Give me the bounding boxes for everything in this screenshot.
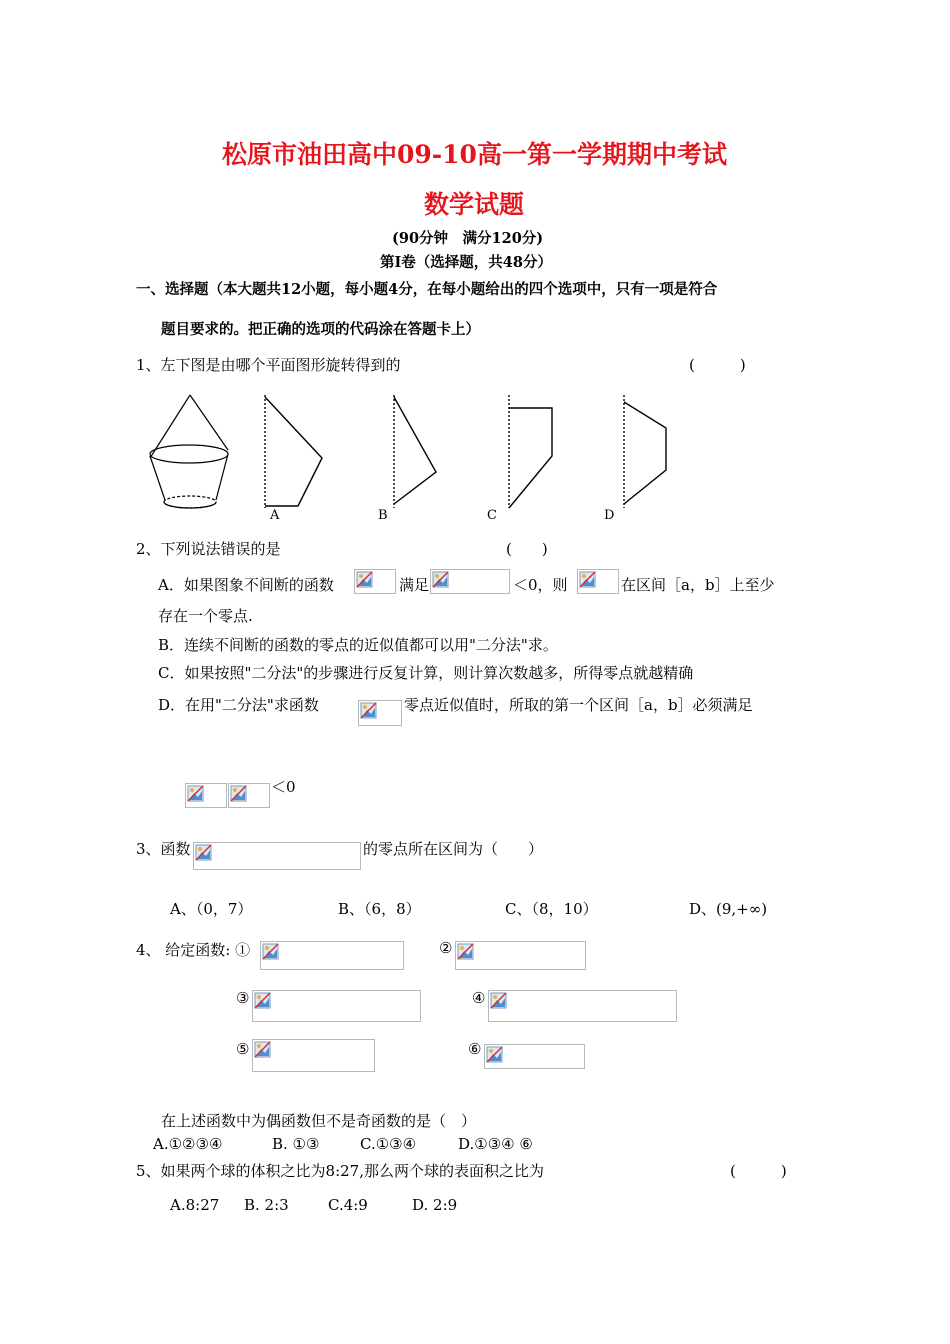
- q3-option-a: A、（0，7）: [170, 900, 253, 918]
- formula-image-placeholder: [193, 842, 361, 870]
- question-3-text-a: 3、函数: [136, 840, 191, 858]
- broken-image-icon: [486, 1046, 504, 1064]
- figure-option-d: [624, 395, 666, 508]
- formula-image-placeholder: [185, 783, 227, 808]
- formula-image-placeholder: [358, 700, 402, 726]
- q5-option-d: D. 2:9: [412, 1196, 458, 1214]
- formula-image-placeholder: [252, 1039, 375, 1072]
- figure-option-a: [265, 395, 322, 508]
- broken-image-icon: [432, 571, 450, 589]
- q2-option-b: B．连续不间断的函数的零点的近似值都可以用"二分法"求。: [158, 636, 558, 654]
- question-4-text: 4、 给定函数: ①: [136, 941, 251, 959]
- formula-image-placeholder: [488, 990, 677, 1022]
- figure-label-d: D: [604, 508, 615, 523]
- q2-option-a-part5: 存在一个零点.: [158, 607, 253, 625]
- formula-image-placeholder: [260, 941, 404, 970]
- figure-option-c: [509, 395, 552, 508]
- q2-option-a-part3: ＜0，则: [513, 576, 568, 594]
- question-3-text-b: 的零点所在区间为（ ）: [363, 840, 544, 858]
- broken-image-icon: [195, 844, 213, 862]
- question-2-text: 2、下列说法错误的是: [136, 540, 281, 558]
- q4-number-4: ④: [472, 989, 486, 1007]
- broken-image-icon: [457, 943, 475, 961]
- question-1-text: 1、左下图是由哪个平面图形旋转得到的: [136, 356, 401, 374]
- q4-number-2: ②: [439, 939, 453, 957]
- question-5-text: 5、如果两个球的体积之比为8:27,那么两个球的表面积之比为: [136, 1162, 544, 1180]
- q5-option-b: B. 2:3: [244, 1196, 289, 1214]
- q2-option-a-part1: A．如果图象不间断的函数: [158, 576, 334, 594]
- q3-option-b: B、（6，8）: [338, 900, 421, 918]
- page-title: 松原市油田高中09-10高一第一学期期中考试: [222, 140, 727, 169]
- broken-image-icon: [262, 943, 280, 961]
- question-5-answer-bracket: ( ): [730, 1162, 787, 1180]
- q5-option-c: C.4:9: [328, 1196, 368, 1214]
- formula-image-placeholder: [228, 783, 270, 808]
- question-1-figures: [140, 390, 700, 525]
- broken-image-icon: [230, 785, 248, 803]
- broken-image-icon: [187, 785, 205, 803]
- question-4-prompt: 在上述函数中为偶函数但不是奇函数的是（ ）: [161, 1112, 477, 1130]
- volume-heading: 第Ⅰ卷（选择题，共48分）: [380, 254, 552, 271]
- q4-option-c: C.①③④: [360, 1135, 417, 1153]
- broken-image-icon: [360, 702, 378, 720]
- broken-image-icon: [254, 992, 272, 1010]
- formula-image-placeholder: [455, 941, 586, 970]
- section-heading-line1: 一、选择题（本大题共12小题，每小题4分，在每小题给出的四个选项中，只有一项是符合: [136, 281, 718, 298]
- time-score: (90分钟 满分120分): [392, 230, 544, 247]
- q2-option-d-part2: 零点近似值时，所取的第一个区间［a，b］必须满足: [404, 696, 753, 714]
- broken-image-icon: [490, 992, 508, 1010]
- question-2-answer-bracket: ( ): [506, 540, 548, 558]
- figure-label-a: A: [270, 508, 280, 523]
- q5-option-a: A.8:27: [170, 1196, 220, 1214]
- broken-image-icon: [254, 1041, 272, 1059]
- q4-number-6: ⑥: [468, 1040, 482, 1058]
- section-heading-line2: 题目要求的。把正确的选项的代码涂在答题卡上）: [161, 321, 480, 338]
- q3-option-d: D、(9,+∞): [689, 900, 768, 918]
- q4-option-a: A.①②③④: [153, 1135, 223, 1153]
- formula-image-placeholder: [252, 990, 421, 1022]
- formula-image-placeholder: [354, 569, 396, 594]
- q4-number-3: ③: [236, 989, 250, 1007]
- formula-image-placeholder: [577, 569, 619, 594]
- figure-option-b: [394, 395, 436, 508]
- page-subtitle: 数学试题: [424, 190, 525, 219]
- q4-option-b: B. ①③: [272, 1135, 320, 1153]
- q4-option-d: D.①③④ ⑥: [458, 1135, 533, 1153]
- q4-number-5: ⑤: [236, 1040, 250, 1058]
- q2-option-d-part3: ＜0: [271, 778, 296, 796]
- q3-option-c: C、（8，10）: [505, 900, 598, 918]
- q2-option-d-part1: D．在用"二分法"求函数: [158, 696, 319, 714]
- figure-label-c: C: [487, 508, 497, 523]
- formula-image-placeholder: [430, 569, 510, 594]
- q2-option-a-part4: 在区间［a，b］上至少: [621, 576, 775, 594]
- q2-option-a-part2: 满足: [399, 576, 430, 594]
- broken-image-icon: [356, 571, 374, 589]
- solid-figure: [150, 395, 228, 508]
- q2-option-c: C．如果按照"二分法"的步骤进行反复计算，则计算次数越多，所得零点就越精确: [158, 664, 694, 682]
- broken-image-icon: [579, 571, 597, 589]
- question-1-answer-bracket: ( ): [689, 356, 746, 374]
- formula-image-placeholder: [484, 1044, 585, 1069]
- figure-label-b: B: [378, 508, 388, 523]
